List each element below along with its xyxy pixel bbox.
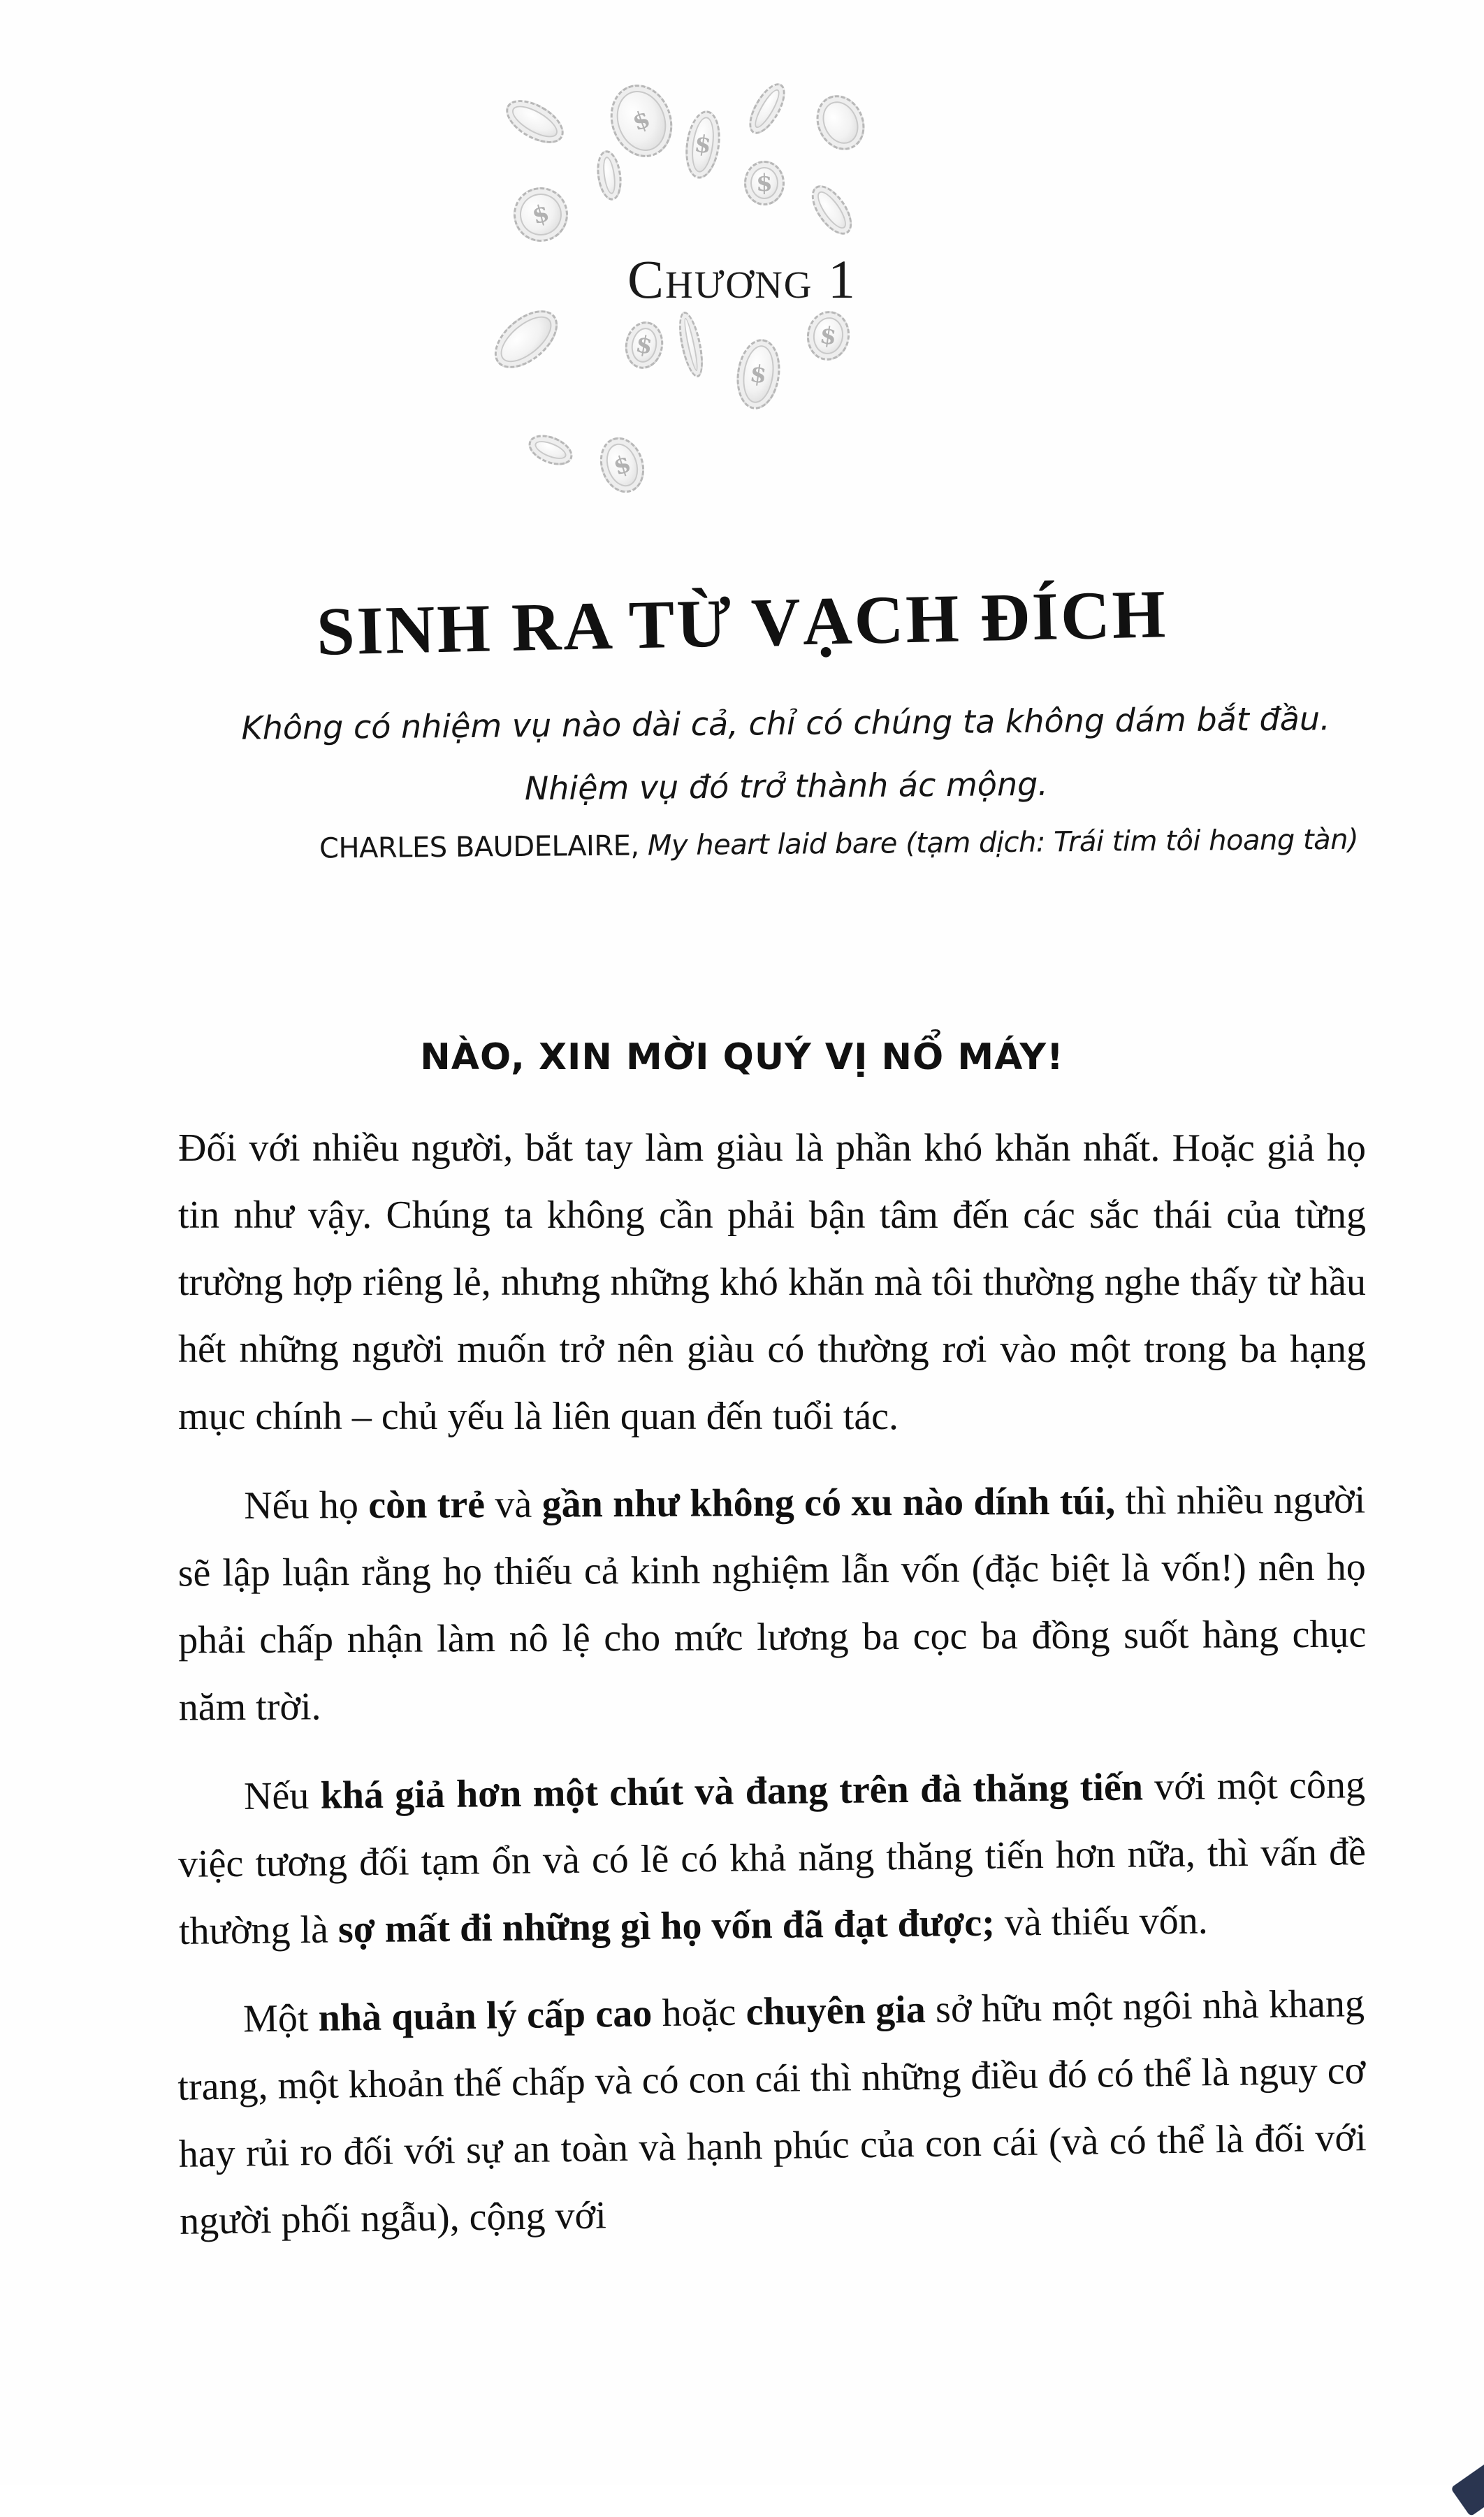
text-run: Nếu — [243, 1773, 321, 1818]
coin-icon: $ — [593, 432, 651, 499]
epigraph-author: CHARLES BAUDELAIRE, — [319, 829, 639, 865]
coin-icon: $ — [681, 108, 724, 181]
coin-icon — [742, 78, 792, 139]
bold-text: khá giả hơn một chút và đang trên đà thăng tiến — [320, 1765, 1144, 1818]
bold-text: sợ mất đi những gì họ vốn đã đạt được; — [337, 1901, 996, 1952]
coin-icon — [484, 299, 568, 379]
paragraph — [176, 1970, 1367, 2255]
epigraph-quote — [195, 687, 1377, 823]
section-heading: NÀO, XIN MỜI QUÝ VỊ NỔ MÁY! — [420, 1036, 1064, 1079]
coin-icon — [499, 91, 571, 152]
bold-text: gần như không có xu nào dính túi, — [541, 1479, 1116, 1526]
bold-text: chuyên gia — [745, 1987, 926, 2034]
text-run: và — [484, 1482, 542, 1527]
epigraph-work-title: My heart laid bare (tạm dịch: Trái tim tôi hoang tàn) — [647, 823, 1359, 862]
paragraph: Đối với nhiều người, bắt tay làm giàu là phần khó khăn nhất. Hoặc giả họ tin như vậy. Chúng ta không cần phải bận tâm đến các sắc thái của từng trường hợp riêng lẻ, nhưng những khó khăn mà tôi thường nghe thấy từ hầu hết những người muốn trở nên giàu có thường rơi vào một trong ba hạng mục chính – chủ yếu là liên quan đến tuổi tác. — [178, 1126, 1366, 1438]
coin-icon — [803, 179, 859, 242]
bold-text: nhà quản lý cấp cao — [318, 1992, 653, 2040]
epigraph-line: Nhiệm vụ đó trở thành ác mộng. — [524, 764, 1049, 808]
text-run: thì nhiều người sẽ lập luận rằng họ thiếu cả kinh nghiệm lẫn vốn (đặc biệt là vốn!) nên họ phải chấp nhận làm nô lệ cho mức lương ba cọc ba đồng suốt hàng chục năm trời. — [177, 1478, 1367, 1729]
text-run: và thiếu vốn. — [994, 1899, 1208, 1945]
paragraph — [177, 1467, 1367, 1741]
coin-icon: $ — [744, 161, 785, 205]
coin-icon — [808, 87, 873, 158]
coin-icon — [594, 149, 625, 202]
epigraph-line: Không có nhiệm vụ nào dài cả, chỉ có chúng ta không dám bắt đầu. — [241, 699, 1330, 747]
chapter-title: SINH RA TỪ VẠCH ĐÍCH — [315, 576, 1169, 670]
coin-icon: $ — [732, 336, 784, 412]
coin-icon: $ — [600, 75, 682, 166]
coin-icon — [524, 429, 576, 471]
chapter-number: Chương 1 — [627, 249, 857, 310]
body-text — [178, 1115, 1366, 2266]
text-run: với một công việc tương đối tạm ổn và có lẽ có khả năng thăng tiến hơn nữa, thì vấn đề thường là — [177, 1763, 1367, 1953]
bold-text: còn trẻ — [368, 1483, 486, 1528]
paragraph — [177, 1751, 1367, 1965]
page-corner-shadow — [1450, 2460, 1484, 2516]
coin-icon: $ — [622, 319, 667, 372]
text-run: sở hữu một ngôi nhà khang trang, một khoản thế chấp và có con cái thì những điều đó có thể là nguy cơ hay rủi ro đối với sự an toàn và hạnh phúc của con cái (và có thể là đối với người phối ngẫu), cộng với — [177, 1982, 1367, 2243]
coin-icon: $ — [507, 181, 574, 248]
text-run: Một — [242, 1996, 319, 2041]
epigraph-attribution — [319, 824, 1358, 865]
coin-icon — [674, 310, 707, 379]
coin-icon: $ — [803, 308, 852, 363]
text-run: Nếu họ — [244, 1484, 369, 1528]
text-run: hoặc — [651, 1990, 747, 2036]
